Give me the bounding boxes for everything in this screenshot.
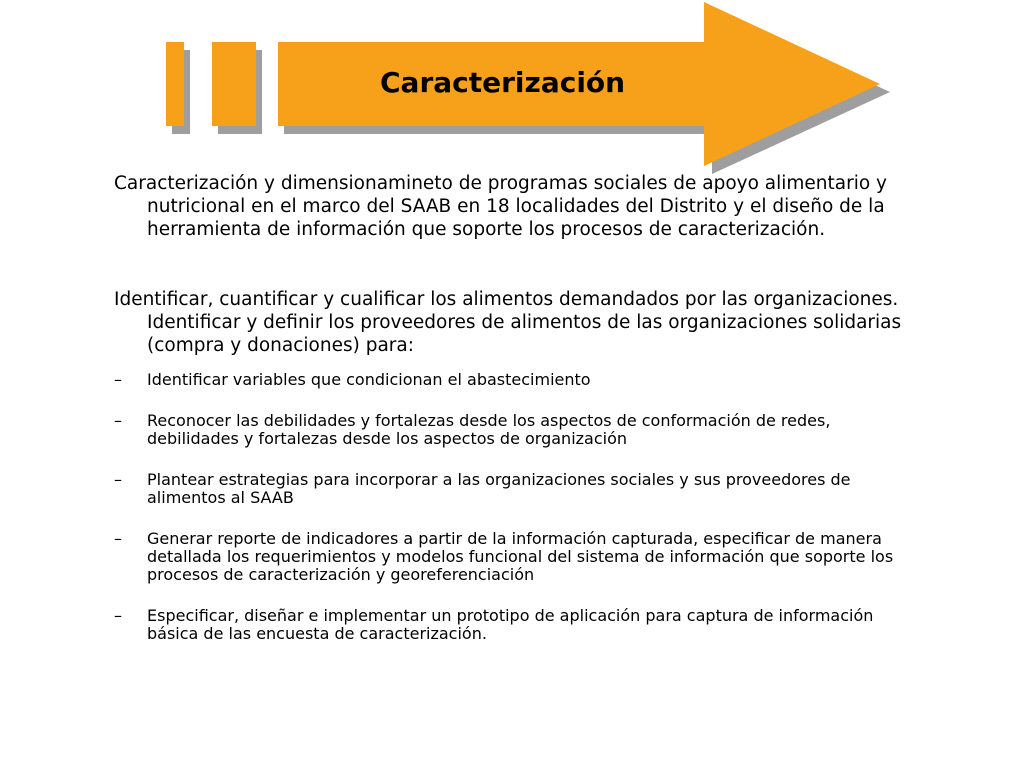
list-item [114,471,914,507]
slide-body [114,172,914,666]
bullet-dash: – [114,606,122,625]
bullet-text: Plantear estrategias para incorporar a las organizaciones sociales y sus proveedores de alimentos al SAAB [147,470,851,507]
paragraph-caracterizacion: Caracterización y dimensionamineto de programas sociales de apoyo alimentario y nutricional en el marco del SAAB en 18 localidades del Distrito y el diseño de la herramienta de información que soporte los procesos de caracterización. [114,173,888,240]
bullet-text: Identificar variables que condicionan el abastecimiento [147,370,591,389]
bullet-text: Reconocer las debilidades y fortalezas desde los aspectos de conformación de redes, debilidades y fortalezas desde los aspectos de organización [147,411,831,448]
bullet-dash: – [114,470,122,489]
bullet-list [114,371,914,643]
list-item [114,607,914,643]
bullet-dash: – [114,529,122,548]
list-item [114,371,914,389]
list-item [114,530,914,584]
paragraph-identificar: Identificar, cuantificar y cualificar los alimentos demandados por las organizaciones. Identificar y definir los proveedores de alimentos de las organizaciones solidarias (compra y donaciones) para: [114,289,902,356]
bullet-text: Especificar, diseñar e implementar un prototipo de aplicación para captura de información básica de las encuesta de caracterización. [147,606,874,643]
list-item [114,412,914,448]
bullet-text: Generar reporte de indicadores a partir de la información capturada, especificar de manera detallada los requerimientos y modelos funcional del sistema de información que soporte los procesos de caracterización y georeferenciación [147,529,894,584]
title-banner [0,0,1024,180]
bullet-dash: – [114,370,122,389]
slide-title: Caracterización [380,66,626,99]
bullet-dash: – [114,411,122,430]
